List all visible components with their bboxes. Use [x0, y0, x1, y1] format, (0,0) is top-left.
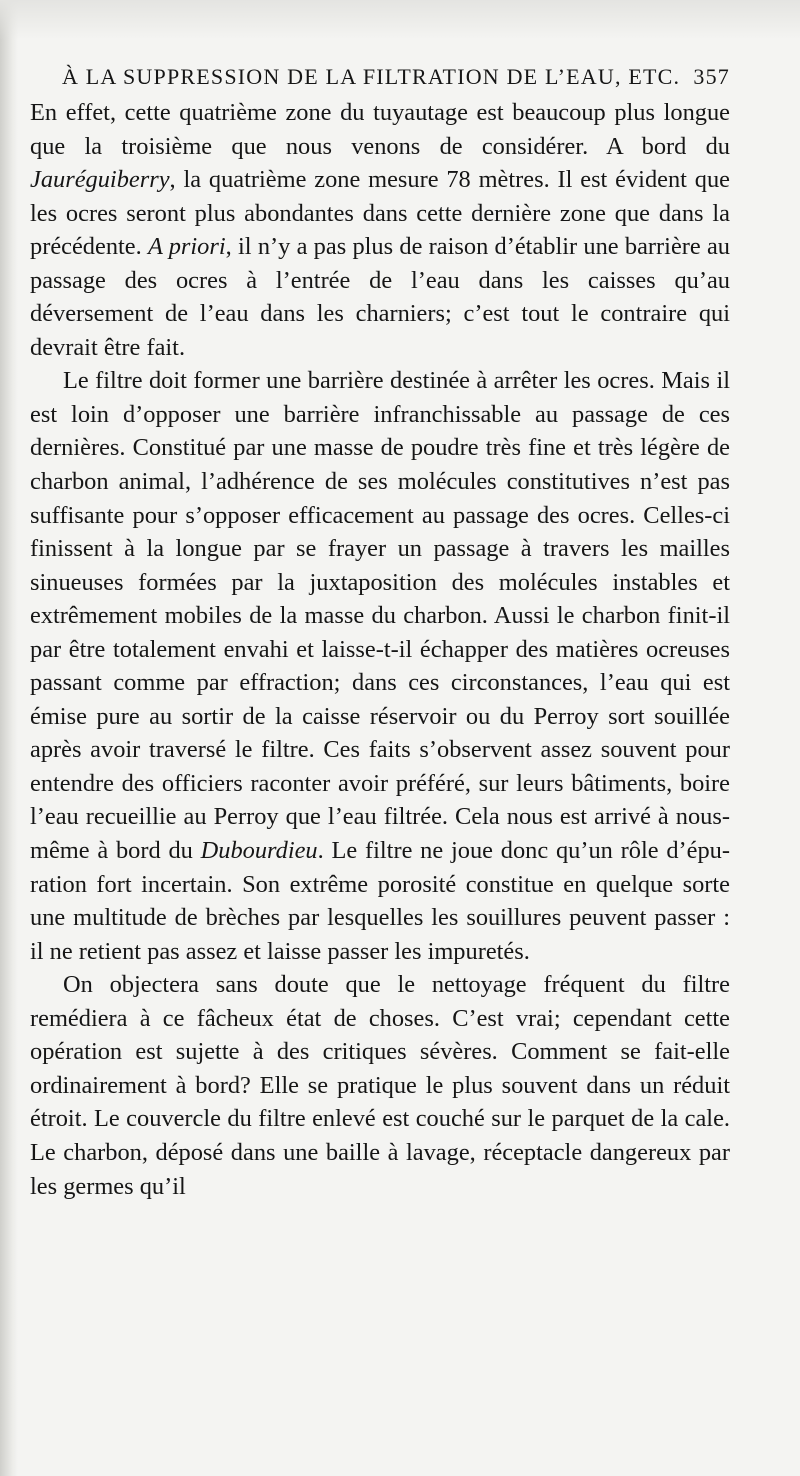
book-page: [30, 56, 730, 1456]
italic-text: Jauréguiberry: [30, 166, 170, 194]
text-run: En effet, cette quatrième zone du tuyautage est beaucoup plus longue que la troisième que nous venons de considérer. A bord du: [30, 99, 730, 160]
italic-text: Dubourdieu: [200, 837, 318, 865]
italic-text: A priori: [147, 233, 226, 261]
paragraph: [30, 968, 730, 1203]
running-head: [30, 56, 730, 96]
running-title: À LA SUPPRESSION DE LA FILTRATION DE L’EAU, ETC.: [62, 64, 681, 89]
text-run: Le filtre doit former une barrière destinée à arrêter les ocres. Mais il est loin d’opposer une barrière infranchissable au passage de ces dernières. Constitué par une masse de poudre très fine et très légère de charbon animal, l’adhérence de ses molécules constitutives n’est pas suffisante pour s’opposer efficacement au passage des ocres. Celles-ci finissent à la longue par se frayer un passage à travers les mailles sinueuses formées par la juxtaposition des molécules instables et extrêmement mobiles de la masse du charbon. Aussi le charbon finit-il par être totalement envahi et laisse-t-il échapper des matières ocreuses passant comme par effraction; dans ces circonstances, l’eau qui est émise pure au sortir de la caisse réservoir ou du Perroy sort souillée après avoir traversé le filtre. Ces faits s’observent assez souvent pour entendre des officiers raconter avoir préféré, sur leurs bâtiments, boire l’eau recueillie au Perroy que l’eau filtrée. Cela nous est arrivé à nous-même à bord du: [30, 367, 730, 865]
text-run: , il n’y a pas plus de raison d’établir une barrière au passage des ocres à l’entrée de l’eau dans les caisses qu’au déversement de l’eau dans les charniers; c’est tout le contraire qui devrait être fait.: [30, 233, 730, 361]
paragraph: [30, 96, 730, 364]
text-run: . Le filtre ne joue donc qu’un rôle d’épuration fort incertain. Son extrême porosité constitue en quelque sorte une multitude de brèches par lesquelles les souillures peuvent passer : il ne retient pas assez et laisse passer les impuretés.: [30, 837, 730, 965]
page-number: 357: [693, 64, 730, 89]
text-run: , la quatrième zone mesure 78 mètres. Il est évident que les ocres seront plus abondantes dans cette dernière zone que dans la précédente.: [30, 166, 730, 261]
paragraph: [30, 364, 730, 968]
scan-shadow-top: [0, 0, 800, 40]
scan-shadow-edge: [0, 0, 18, 1476]
text-run: On objectera sans doute que le nettoyage fréquent du filtre remédiera à ce fâcheux état de choses. C’est vrai; cependant cette opération est sujette à des critiques sévères. Comment se fait-elle ordinairement à bord? Elle se pratique le plus souvent dans un réduit étroit. Le couvercle du filtre enlevé est couché sur le parquet de la cale. Le charbon, déposé dans une baille à lavage, réceptacle dangereux par les germes qu’il: [30, 971, 730, 1200]
body-text: [30, 96, 730, 1203]
